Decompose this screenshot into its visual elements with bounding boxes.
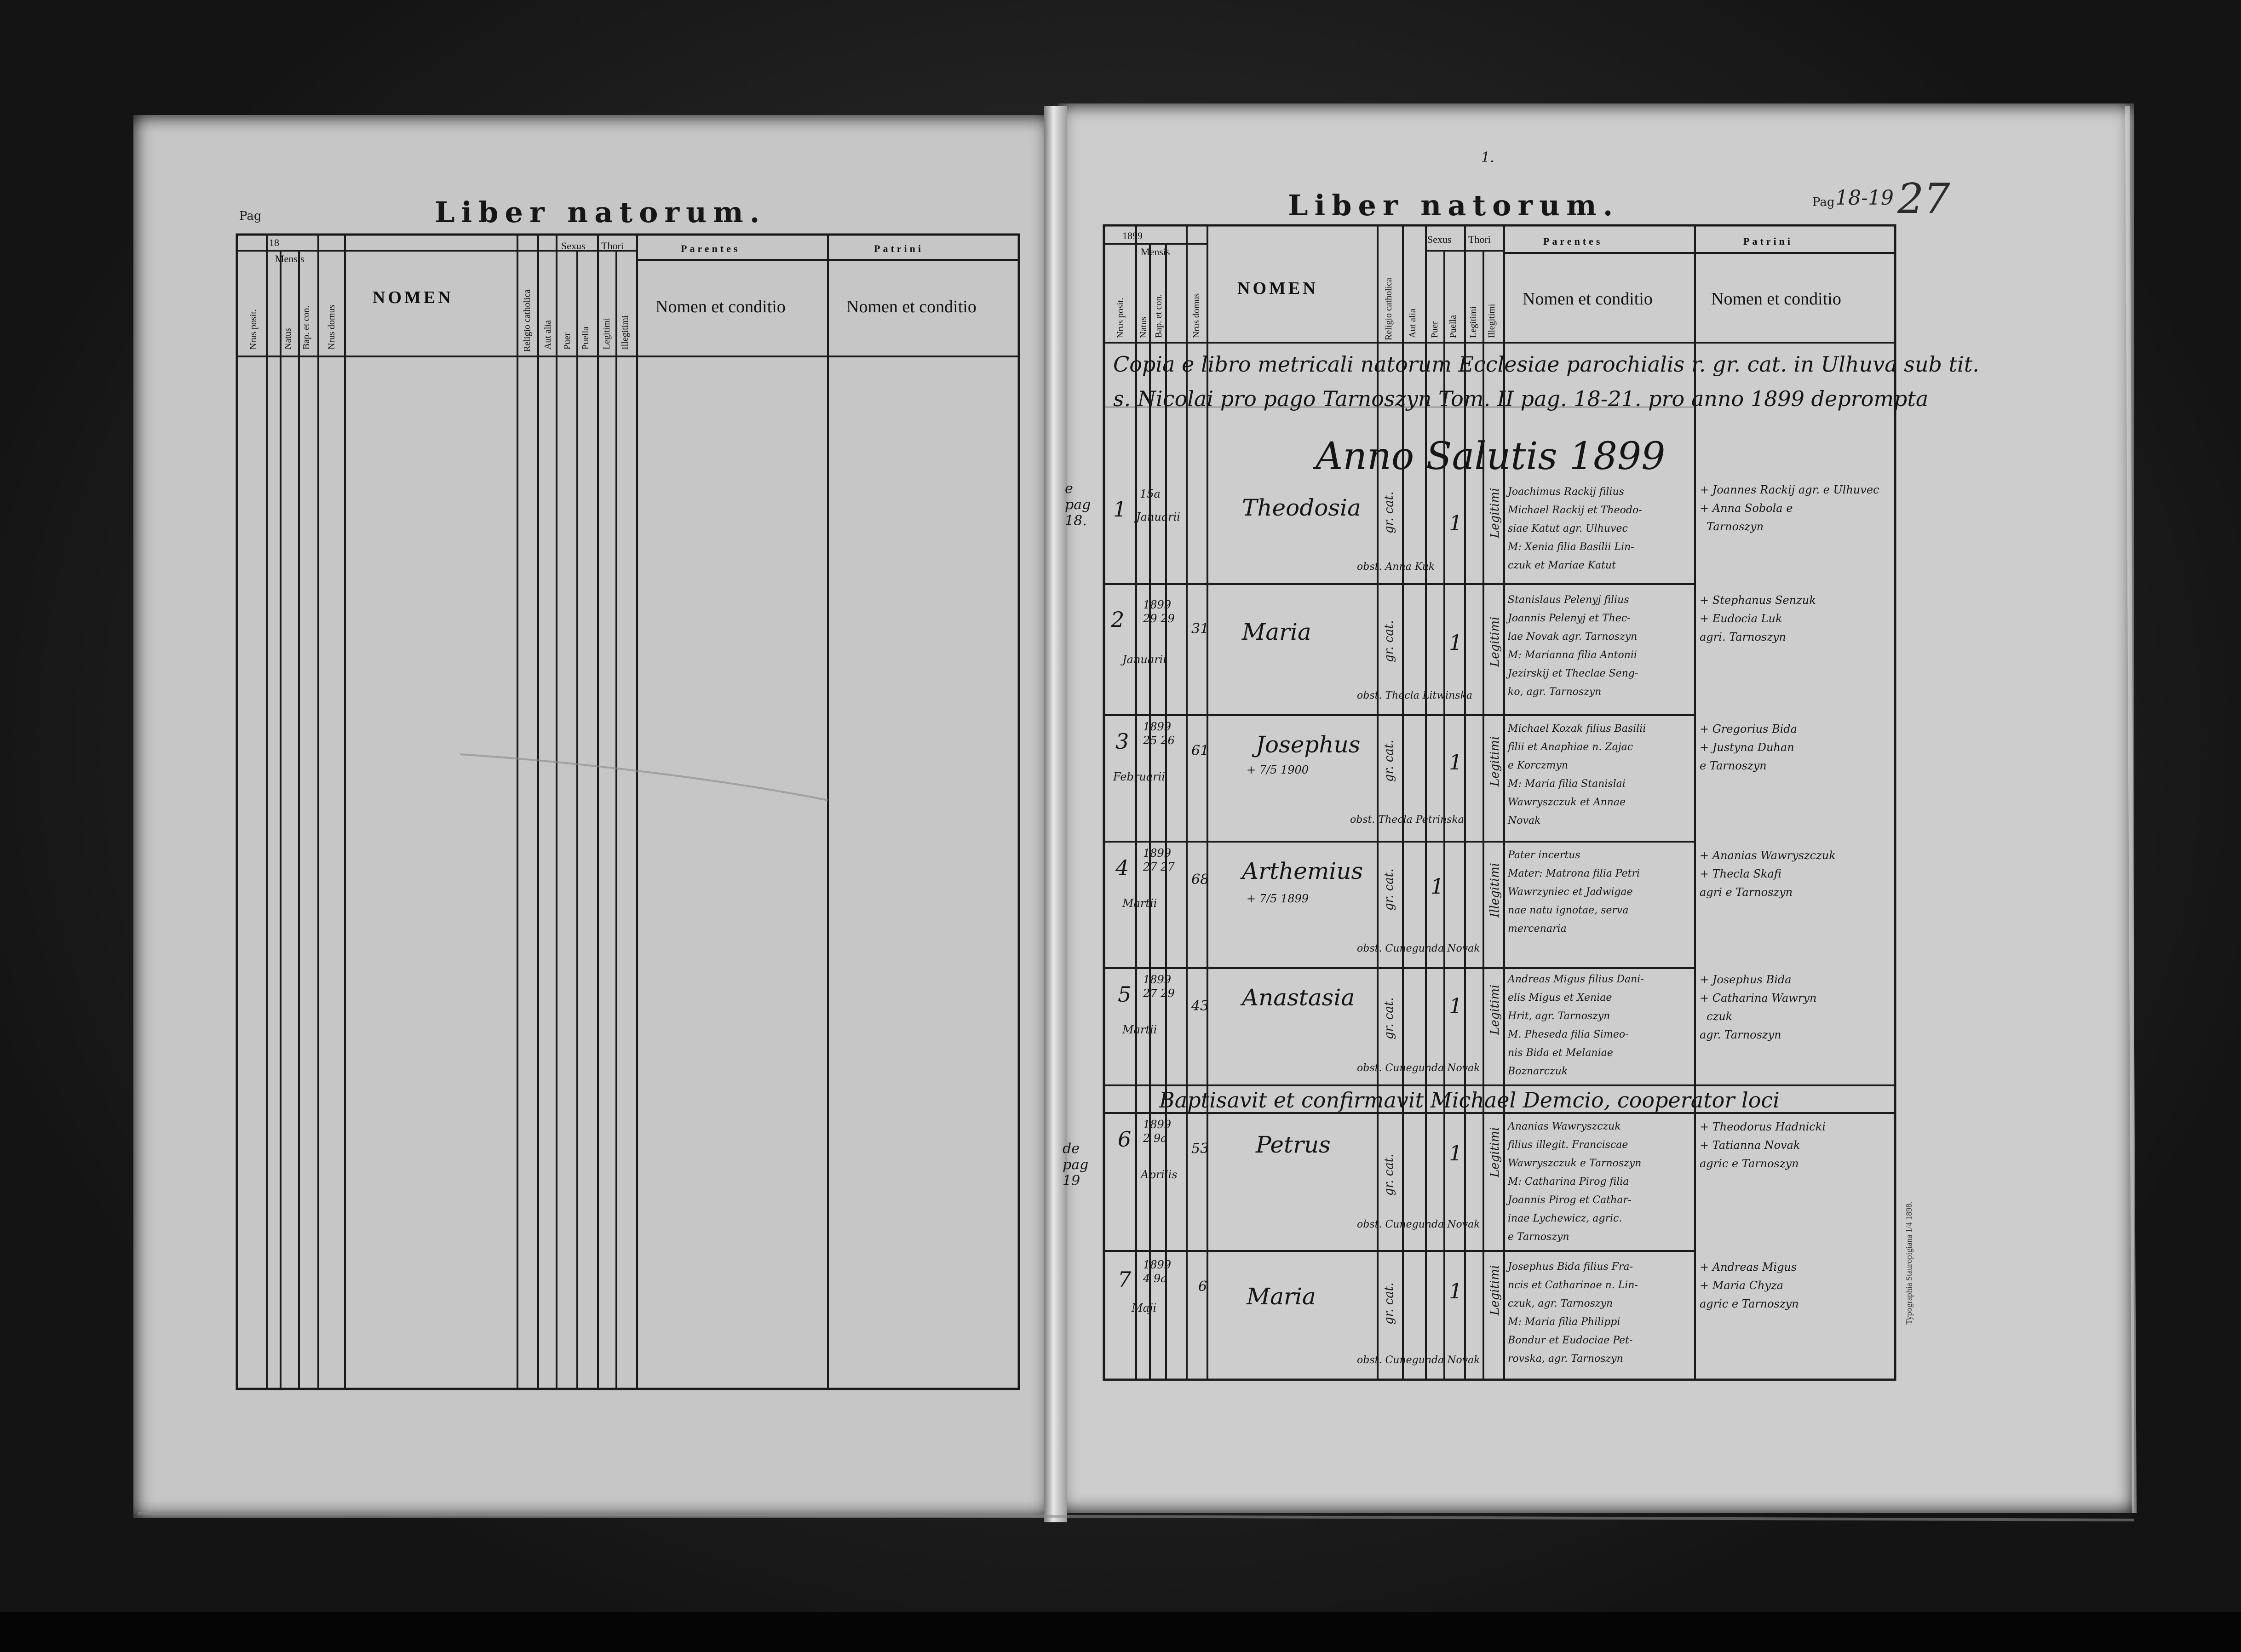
patrini-text: + Theodorus Hadnicki + Tatianna Novak agric e Tarnoszyn (1700, 1120, 1826, 1170)
house-number: 31 (1191, 621, 1209, 637)
right-religio: Religio catholica (1384, 277, 1394, 340)
entry-month: Maji (1132, 1302, 1156, 1314)
left-thori-header: Thori (601, 240, 624, 252)
parentes-text: Stanislaus Pelenyj filius Joannis Pelenyj et Thec- lae Novak agr. Tarnoszyn M: Marianna filia Antonii Jezirskij et Theclae Seng- ko, agr. Tarnoszyn (1508, 594, 1638, 698)
sexus-mark: 1 (1449, 1141, 1463, 1165)
left-mensis-header: Mensis (275, 253, 305, 264)
right-patrini-nomen: Nomen et conditio (1711, 289, 1841, 309)
child-name: Petrus (1256, 1131, 1331, 1158)
child-name: Anastasia (1242, 984, 1355, 1011)
left-patrini-header: Patrini (874, 243, 924, 254)
left-sexus-header: Sexus (561, 240, 586, 252)
entry-number: 7 (1118, 1267, 1132, 1292)
child-name: Maria (1242, 619, 1311, 645)
right-year-prefix: 1899 (1122, 230, 1143, 241)
entry-number: 3 (1115, 729, 1129, 754)
thori-value: Illegitimi (1488, 863, 1502, 918)
right-bap-et-con: Bap. et con. (1154, 294, 1164, 338)
printer-mark: Typographia Stauropigiana 1/4 1898. (1904, 1201, 1913, 1325)
house-number: 53 (1191, 1141, 1209, 1157)
child-name: Josephus (1256, 731, 1361, 758)
entry-number: 2 (1111, 607, 1125, 632)
left-natus: Natus (283, 328, 293, 350)
left-page-title: Liber natorum. (435, 195, 766, 229)
religio-value: gr. cat. (1382, 740, 1396, 782)
left-nomen-header: NOMEN (373, 288, 454, 307)
left-nrus-posit: Nrus posit. (248, 309, 259, 350)
right-top-mark: 1. (1481, 149, 1494, 166)
entry-number: 1 (1113, 497, 1127, 522)
right-legitimi: Legitimi (1468, 306, 1478, 338)
left-legitimi: Legitimi (602, 318, 612, 350)
right-pag-label: Pag (1812, 195, 1835, 209)
right-aut-alia: Aut alia (1408, 309, 1418, 338)
baptism-note: Baptisavit et confirmavit Michael Demcio, cooperator loci (1159, 1088, 1780, 1113)
patrini-text: + Ananias Wawryszczuk + Thecla Skafi agri e Tarnoszyn (1700, 849, 1836, 899)
parentes-text: Ananias Wawryszczuk filius illegit. Franciscae Wawryszczuk e Tarnoszyn M: Catharina Pirog filia Joannis Pirog et Cathar- inae Lychewicz, agric. e Tarnoszyn (1508, 1121, 1642, 1243)
right-parentes-nomen: Nomen et conditio (1523, 289, 1653, 309)
obstetrix: obst. Thecla Petrinska (1350, 814, 1464, 826)
left-puer: Puer (562, 333, 572, 350)
obstetrix: obst. Cunegunda Novak (1357, 1219, 1480, 1230)
right-sexus-header: Sexus (1427, 234, 1452, 245)
house-number: 43 (1191, 998, 1209, 1014)
house-number: 68 (1191, 872, 1209, 888)
entry-date: 1899 25 26 (1143, 720, 1175, 747)
house-number: 6 (1198, 1279, 1207, 1295)
right-puella: Puella (1448, 315, 1458, 338)
entry-date: 1899 27 27 (1143, 847, 1175, 873)
religio-value: gr. cat. (1382, 1282, 1396, 1325)
entry-month: Februarii (1113, 770, 1165, 783)
parentes-text: Michael Kozak filius Basilii filii et Anaphiae n. Zajac e Korczmyn M: Maria filia Stanislai Wawryszczuk et Annae Novak (1508, 723, 1646, 826)
entry-month: Martii (1122, 897, 1157, 910)
sexus-mark: 1 (1431, 874, 1444, 899)
religio-value: gr. cat. (1382, 997, 1396, 1039)
margin-note-1: e pag 18. (1065, 481, 1091, 529)
thori-value: Legitimi (1488, 1265, 1502, 1315)
religio-value: gr. cat. (1382, 868, 1396, 911)
religio-value: gr. cat. (1382, 620, 1396, 662)
child-name: Theodosia (1242, 494, 1361, 521)
sexus-mark: 1 (1449, 750, 1463, 774)
entry-month: Januarii (1136, 511, 1180, 523)
sexus-mark: 1 (1449, 630, 1463, 655)
entry-date: 1899 27 29 (1143, 973, 1175, 1000)
parentes-text: Joachimus Rackij filius Michael Rackij et Theodo- siae Katut agr. Ulhuvec M: Xenia filia Basilii Lin- czuk et Mariae Katut (1508, 486, 1642, 571)
entry-number: 5 (1118, 982, 1132, 1007)
entry-number: 4 (1115, 855, 1129, 880)
left-bap-et-con: Bap. et con. (301, 305, 311, 350)
patrini-text: + Stephanus Senzuk + Eudocia Luk agri. Tarnoszyn (1700, 594, 1816, 643)
obstetrix: obst. Anna Kuk (1357, 561, 1435, 573)
left-parentes-header: Parentes (681, 243, 741, 254)
sexus-mark: 1 (1449, 511, 1463, 535)
obstetrix: obst. Cunegunda Novak (1357, 943, 1480, 954)
anno-salutis: Anno Salutis 1899 (1316, 435, 1666, 478)
patrini-text: + Joannes Rackij agr. e Ulhuvec + Anna Sobola e Tarnoszyn (1700, 483, 1879, 533)
entry-date: 1899 4 9a (1143, 1258, 1172, 1285)
thori-value: Legitimi (1488, 1127, 1502, 1177)
thori-value: Legitimi (1488, 984, 1502, 1035)
left-nrus-domus: Nrus domus (327, 304, 337, 350)
margin-note-2: de pag 19 (1063, 1141, 1089, 1189)
entry-date: 1899 29 29 (1143, 598, 1175, 625)
right-patrini-header: Patrini (1743, 235, 1793, 247)
religio-value: gr. cat. (1382, 491, 1396, 533)
child-name: Maria (1247, 1283, 1316, 1310)
left-puella: Puella (580, 327, 591, 350)
patrini-text: + Josephus Bida + Catharina Wawryn czuk agr. Tarnoszyn (1700, 973, 1817, 1041)
left-pag-label: Pag (239, 209, 262, 223)
entry-month: Martii (1122, 1023, 1157, 1036)
child-name: Arthemius (1242, 858, 1363, 884)
entry-month: Januarii (1122, 653, 1166, 666)
sexus-mark: 1 (1449, 993, 1463, 1018)
left-year-prefix: 18 (269, 237, 279, 248)
parentes-text: Josephus Bida filius Fra- ncis et Catharinae n. Lin- czuk, agr. Tarnoszyn M: Maria filia Philippi Bondur et Eudociae Pet- rovska, agr. Tarnoszyn (1508, 1261, 1638, 1365)
death-note: + 7/5 1900 (1247, 763, 1309, 776)
left-patrini-nomen: Nomen et conditio (846, 297, 977, 316)
right-natus: Natus (1138, 316, 1149, 338)
entry-number: 6 (1118, 1127, 1132, 1152)
entry-month: Aprilis (1141, 1168, 1178, 1181)
left-religio: Religio catholica (522, 289, 532, 352)
patrini-text: + Gregorius Bida + Justyna Duhan e Tarnoszyn (1700, 723, 1797, 772)
right-nomen-header: NOMEN (1237, 279, 1318, 298)
right-nrus-posit: Nrus posit. (1115, 298, 1126, 338)
thori-value: Legitimi (1488, 488, 1502, 538)
death-note: + 7/5 1899 (1247, 892, 1309, 905)
left-illegitimi: Illegitimi (620, 315, 630, 350)
thori-value: Legitimi (1488, 736, 1502, 786)
patrini-text: + Andreas Migus + Maria Chyza agric e Tarnoszyn (1700, 1261, 1799, 1310)
obstetrix: obst. Thecla Litwinska (1357, 690, 1473, 701)
parentes-text: Pater incertus Mater: Matrona filia Petri Wawrzyniec et Jadwigae nae natu ignotae, serva mercenaria (1508, 849, 1640, 935)
parentes-text: Andreas Migus filius Dani- elis Migus et Xeniae Hrit, agr. Tarnoszyn M. Pheseda filia Simeo- nis Bida et Melaniae Boznarczuk (1508, 974, 1644, 1077)
obstetrix: obst. Cunegunda Novak (1357, 1062, 1480, 1074)
left-parentes-nomen: Nomen et conditio (655, 297, 786, 316)
entry-date: 1899 2 9a (1143, 1118, 1172, 1145)
religio-value: gr. cat. (1382, 1153, 1396, 1196)
right-nrus-domus: Nrus domus (1191, 293, 1201, 338)
right-pag-value: 18-19 (1835, 186, 1894, 210)
right-illegitimi: Illegitimi (1487, 304, 1497, 338)
right-mensis-header: Mensis (1141, 246, 1170, 258)
entry-date: 15a (1140, 488, 1161, 500)
obstetrix: obst. Cunegunda Novak (1357, 1354, 1480, 1366)
right-parentes-header: Parentes (1543, 235, 1603, 247)
right-page-title: Liber natorum. (1288, 189, 1620, 222)
sheet-number: 27 (1897, 175, 1950, 223)
left-aut-alia: Aut alia (543, 320, 553, 350)
intro-line-1: Copia e libro metricali natorum Ecclesiae parochialis r. gr. cat. in Ulhuva sub tit. (1113, 352, 1979, 377)
intro-line-2: s. Nicolai pro pago Tarnoszyn Tom. II pag. 18-21. pro anno 1899 deprompta (1113, 386, 1929, 411)
right-puer: Puer (1430, 321, 1440, 338)
house-number: 61 (1191, 743, 1209, 759)
right-thori-header: Thori (1468, 234, 1491, 245)
thori-value: Legitimi (1488, 616, 1502, 667)
sexus-mark: 1 (1449, 1279, 1463, 1303)
